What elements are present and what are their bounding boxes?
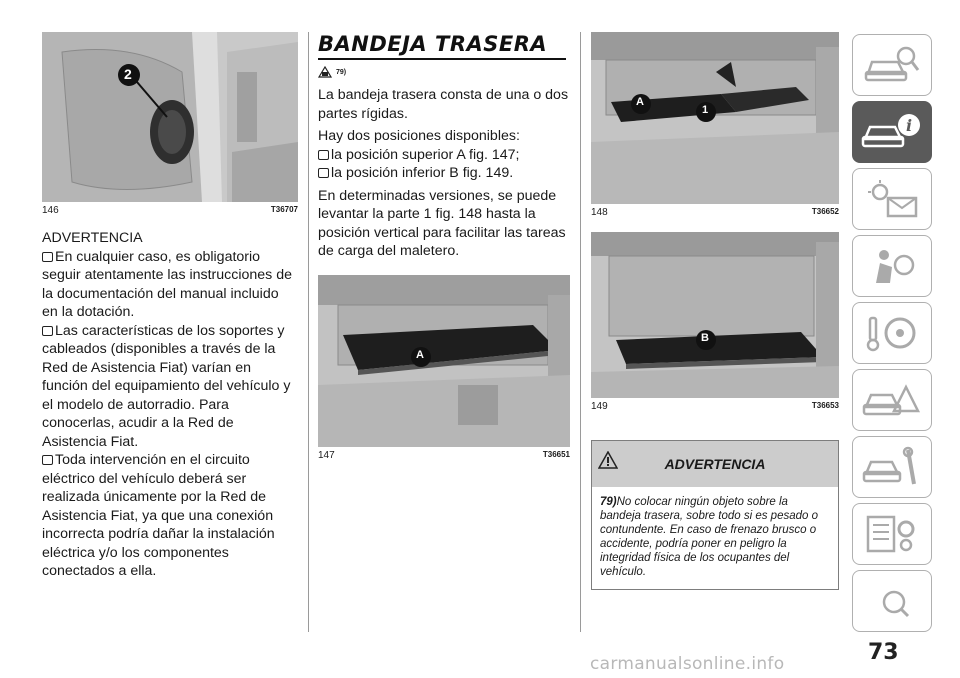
figure-148-illustration: [591, 32, 839, 204]
figure-147-illustration: [318, 275, 570, 447]
figure-148-callout-1: 1: [702, 104, 709, 116]
warning-text: No colocar ningún objeto sobre la bandeja trasera, sobre todo si es pesado o contundente. En caso de frenazo brusco o accidente, podría poner en peligro la integridad física de los ocupantes del vehículo.: [600, 496, 819, 578]
position-bullet-b: la posición inferior B fig. 149.: [318, 164, 570, 183]
page-number: 73: [868, 640, 899, 665]
warning-light-envelope-icon: [862, 178, 922, 220]
warning-body: [592, 487, 838, 589]
watermark: carmanualsonline.info: [590, 654, 785, 674]
figure-146-code: T36707: [270, 205, 298, 214]
left-paragraph-3: Toda intervención en el circuito eléctrico del vehículo deberá ser realizada únicamente por la Red de Asistencia Fiat, ya que una conexión incorrecta podría dañar la instalación eléctrica y/o los componentes conectados a ella.: [42, 452, 275, 579]
positions-intro: Hay dos posiciones disponibles:: [318, 128, 520, 144]
warning-ref: 79): [600, 496, 617, 508]
figure-146-callout: 2: [124, 66, 132, 82]
figure-149-number: 149: [591, 401, 608, 412]
lift-paragraph: En determinadas versiones, se puede levantar la parte 1 fig. 148 hasta la posición vertical para facilitar las tareas de carga del maletero.: [318, 187, 566, 259]
svg-text:i: i: [905, 116, 913, 135]
airbag-icon: [862, 245, 922, 287]
position-bullet-a: la posición superior A fig. 147;: [318, 146, 570, 165]
right-column: [591, 32, 839, 590]
technical-data-tab[interactable]: [852, 503, 932, 565]
alphabet-magnifier-icon: [862, 580, 922, 622]
figure-147-number: 147: [318, 449, 335, 461]
dashboard-tab[interactable]: [852, 34, 932, 96]
figure-146-illustration: [42, 32, 298, 202]
warning-title: ADVERTENCIA: [664, 456, 766, 472]
figure-147: [318, 275, 570, 447]
key-steering-wheel-icon: [862, 312, 922, 354]
figure-146: [42, 32, 298, 202]
emergency-tab[interactable]: [852, 369, 932, 431]
starting-driving-tab[interactable]: [852, 302, 932, 364]
document-gear-icon: [862, 513, 922, 555]
figure-147-code: T36651: [542, 449, 570, 459]
car-warning-triangle-icon: [862, 379, 922, 421]
warning-hand-icon: [318, 66, 332, 78]
left-heading: ADVERTENCIA: [42, 230, 143, 246]
intro-text: La bandeja trasera consta de una o dos partes rígidas.: [318, 87, 569, 122]
figure-148-caption: [591, 207, 839, 218]
bullet-icon: [318, 150, 329, 160]
figure-148-code: T36652: [811, 207, 839, 216]
safety-tab[interactable]: [852, 235, 932, 297]
figure-147-callout: A: [416, 348, 424, 361]
chapter-sidebar: [852, 34, 932, 637]
lights-messages-tab[interactable]: [852, 168, 932, 230]
maintenance-tab[interactable]: [852, 436, 932, 498]
column-divider-right: [580, 32, 581, 632]
figure-149-caption: [591, 401, 839, 412]
bullet-icon: [318, 168, 329, 178]
index-tab[interactable]: [852, 570, 932, 632]
figure-149-callout: B: [701, 332, 709, 344]
bullet-icon: [42, 326, 53, 336]
left-paragraph-2: Las características de los soportes y cableados (disponibles a través de la Red de Asistencia Fiat) varían en función del equipamiento del vehículo y el modelo de autorradio. Para conocerlas, acudir a la Red de Asistencia Fiat.: [42, 322, 291, 450]
warning-header: [592, 441, 838, 487]
figure-149: [591, 232, 839, 398]
note-reference: 79): [318, 66, 570, 78]
section-title: BANDEJA TRASERA: [318, 32, 566, 60]
figure-149-illustration: [591, 232, 839, 398]
bullet-icon: [42, 252, 53, 262]
vehicle-info-tab[interactable]: [852, 101, 932, 163]
car-wrench-icon: [862, 446, 922, 488]
car-info-icon: [861, 111, 923, 153]
figure-146-number: 146: [42, 205, 59, 216]
bullet-icon: [42, 455, 53, 465]
left-column: [42, 32, 298, 581]
figure-146-caption: [42, 205, 298, 216]
warning-box: [591, 440, 839, 590]
figure-148-callout-a: A: [636, 96, 644, 108]
middle-column: [318, 32, 570, 461]
warning-triangle-icon: [598, 451, 618, 469]
car-magnifier-icon: [862, 44, 922, 86]
figure-148-number: 148: [591, 207, 608, 218]
column-divider-left: [308, 32, 309, 632]
figure-148: [591, 32, 839, 204]
middle-text: [318, 86, 570, 261]
left-paragraph-1: En cualquier caso, es obligatorio seguir atentamente las instrucciones de la documentación del manual incluido en la dotación.: [42, 248, 292, 320]
figure-149-code: T36653: [811, 401, 839, 410]
figure-147-caption: [318, 450, 570, 461]
left-text: [42, 229, 298, 581]
